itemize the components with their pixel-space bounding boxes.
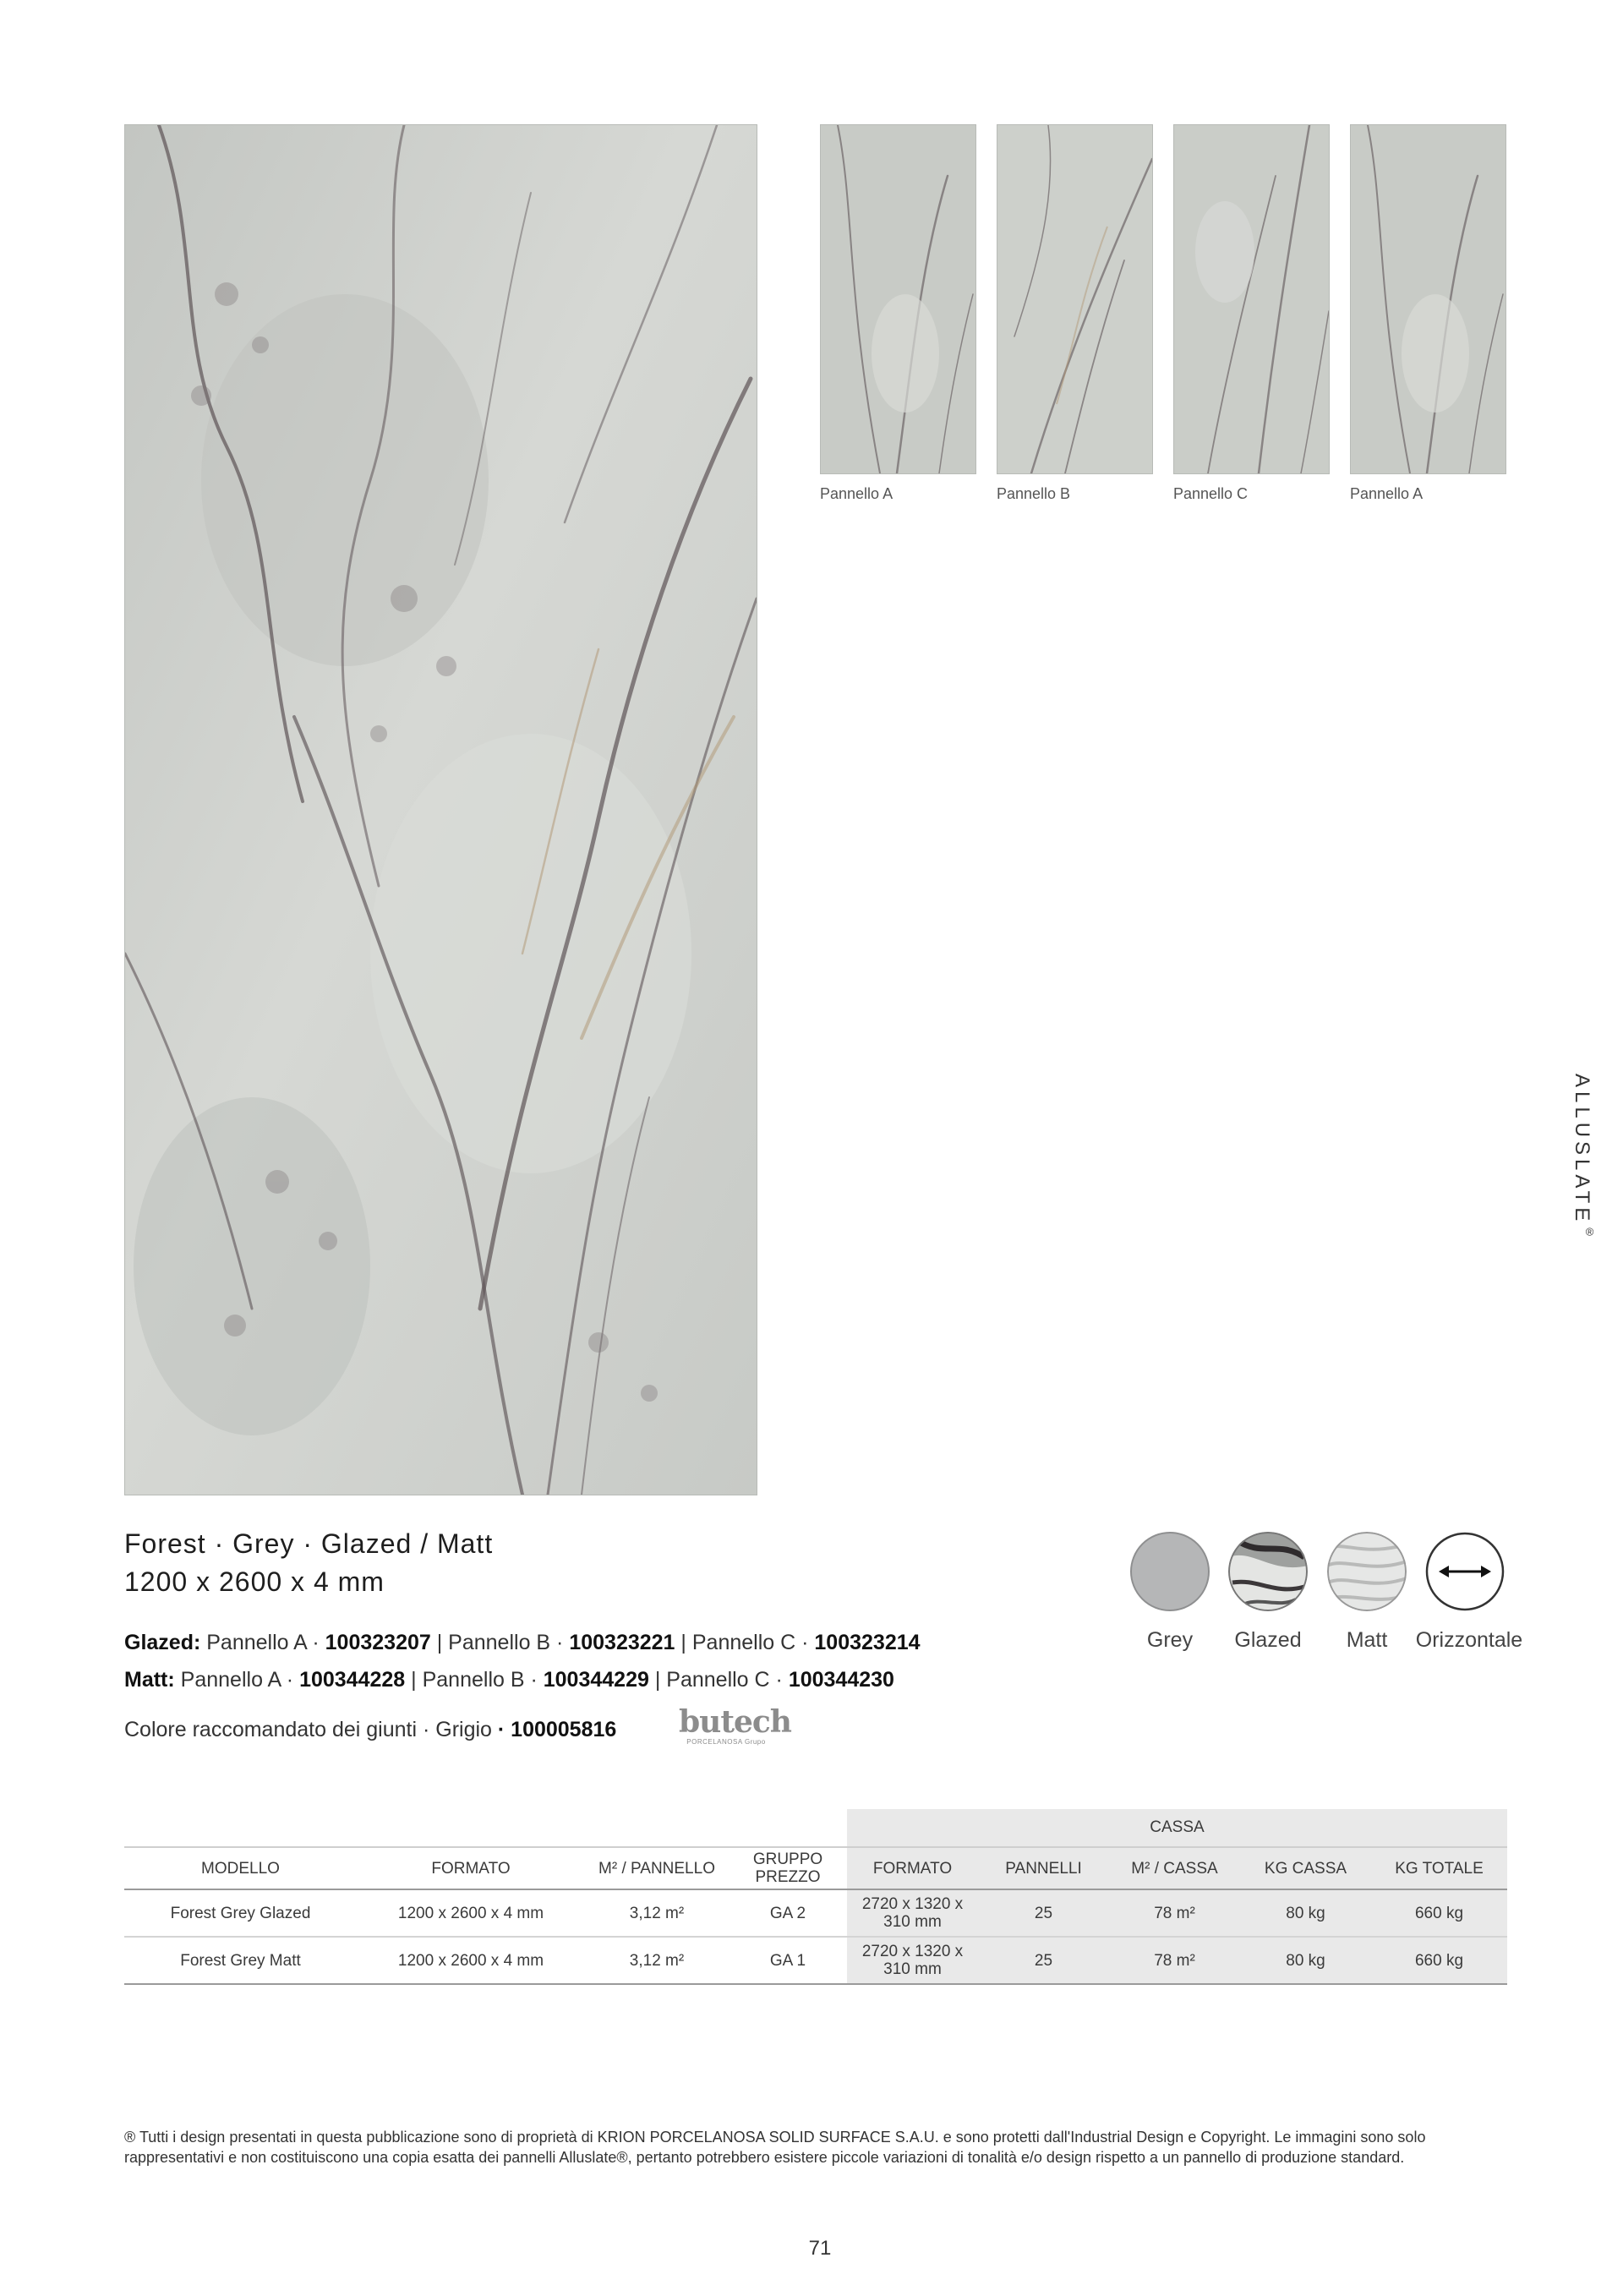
table-header-row	[124, 1847, 1507, 1889]
table-cell: 3,12 m²	[585, 1937, 729, 1984]
panel-a-label: Pannello A ·	[206, 1631, 320, 1654]
table-empty-header	[124, 1809, 847, 1847]
panel-c-label: | Pannello C ·	[680, 1631, 809, 1654]
panel-c-code: 100344230	[788, 1668, 894, 1692]
panel-b-label: | Pannello B ·	[436, 1631, 564, 1654]
panel-thumbnail-4	[1350, 124, 1506, 474]
spec-table	[124, 1809, 1507, 1985]
panel-thumbnail-3	[1173, 124, 1330, 474]
column-header: M² / CASSA	[1109, 1847, 1240, 1889]
table-row	[124, 1937, 1507, 1984]
grey-swatch-icon	[1130, 1532, 1210, 1611]
marble-texture	[125, 125, 757, 1495]
table-cell: 1200 x 2600 x 4 mm	[357, 1889, 585, 1937]
panel-a-code: 100344228	[299, 1668, 406, 1692]
column-header: FORMATO	[847, 1847, 978, 1889]
table-group-header-row	[124, 1809, 1507, 1847]
table-cell: Forest Grey Glazed	[124, 1889, 357, 1937]
panel-b-code: 100344229	[543, 1668, 649, 1692]
marble-texture	[821, 125, 975, 473]
panel-a-code: 100323207	[325, 1631, 431, 1654]
brand-name: ALLUSLATE	[1571, 1074, 1593, 1226]
matt-label: Matt:	[124, 1668, 175, 1692]
column-header: GRUPPO PREZZO	[729, 1847, 847, 1889]
swatch-label: Glazed	[1234, 1628, 1302, 1652]
matt-finish-icon	[1327, 1532, 1407, 1611]
panel-c-label: | Pannello C ·	[654, 1668, 783, 1692]
marble-slab-main-image	[124, 124, 757, 1495]
table-cell: 25	[978, 1889, 1109, 1937]
panel-b-label: | Pannello B ·	[411, 1668, 538, 1692]
swatch-label: Matt	[1346, 1628, 1388, 1652]
swatch-label: Orizzontale	[1415, 1628, 1523, 1652]
panel-c-code: 100323214	[814, 1631, 921, 1654]
panel-b-code: 100323221	[569, 1631, 675, 1654]
swatch-label: Grey	[1146, 1628, 1194, 1652]
thumbnail-label: Pannello B	[997, 485, 1071, 502]
joint-color-line	[124, 1718, 616, 1742]
column-header: M² / PANNELLO	[585, 1847, 729, 1889]
table-cell: 1200 x 2600 x 4 mm	[357, 1937, 585, 1984]
panel-thumbnail-1	[820, 124, 976, 474]
thumbnail-label: Pannello C	[1173, 485, 1249, 502]
product-title: Forest · Grey · Glazed / Matt	[124, 1528, 494, 1559]
table-cell: 25	[978, 1937, 1109, 1984]
glazed-finish-icon	[1228, 1532, 1308, 1611]
table-cell: 78 m²	[1109, 1937, 1240, 1984]
butech-subline: PORCELANOSA Grupo	[686, 1738, 766, 1746]
table-row	[124, 1889, 1507, 1937]
table-cell: 660 kg	[1371, 1937, 1507, 1984]
glazed-codes-line	[124, 1631, 921, 1655]
column-header: FORMATO	[357, 1847, 585, 1889]
matt-codes-line	[124, 1668, 894, 1692]
copyright-footnote: ® Tutti i design presentati in questa pubblicazione sono di proprietà di KRION PORCELANOSA SOLID SURFACE S.A.U. e sono protetti dall'Industrial Design e Copyright. Le immagini sono solo rappresentativi e non costituiscono una copia esatta dei pannelli Alluslate®, pertanto potrebbero esistere piccole variazioni di tonalità e/o design rispetto a un pannello di produzione standard.	[124, 2129, 1426, 2166]
marble-texture	[997, 125, 1152, 473]
column-header: MODELLO	[124, 1847, 357, 1889]
column-header: PANNELLI	[978, 1847, 1109, 1889]
table-cell: 3,12 m²	[585, 1889, 729, 1937]
column-header: KG CASSA	[1240, 1847, 1371, 1889]
butech-wordmark: butech	[679, 1704, 791, 1740]
registered-mark: ®	[1583, 1225, 1596, 1243]
brand-vertical-label	[1545, 1074, 1596, 1243]
table-cell: Forest Grey Matt	[124, 1937, 357, 1984]
glazed-label: Glazed:	[124, 1631, 201, 1654]
horizontal-arrows-icon	[1425, 1532, 1505, 1611]
panel-a-label: Pannello A ·	[180, 1668, 294, 1692]
column-header: KG TOTALE	[1371, 1847, 1507, 1889]
thumbnail-label: Pannello A	[820, 485, 893, 502]
table-cell: 80 kg	[1240, 1889, 1371, 1937]
table-cell: GA 1	[729, 1937, 847, 1984]
butech-logo	[679, 1704, 791, 1748]
marble-texture	[1174, 125, 1329, 473]
table-cell: 78 m²	[1109, 1889, 1240, 1937]
page-number: 71	[808, 2237, 832, 2260]
table-cell: GA 2	[729, 1889, 847, 1937]
table-cell: 80 kg	[1240, 1937, 1371, 1984]
marble-texture	[1351, 125, 1506, 473]
product-size: 1200 x 2600 x 4 mm	[124, 1566, 385, 1597]
joint-text: Colore raccomandato dei giunti · Grigio	[124, 1718, 492, 1741]
thumbnail-label: Pannello A	[1350, 485, 1424, 502]
cassa-group-header: CASSA	[847, 1809, 1507, 1847]
panel-thumbnail-2	[997, 124, 1153, 474]
table-cell: 660 kg	[1371, 1889, 1507, 1937]
table-cell: 2720 x 1320 x 310 mm	[847, 1889, 978, 1937]
joint-code: · 100005816	[497, 1718, 617, 1741]
table-cell: 2720 x 1320 x 310 mm	[847, 1937, 978, 1984]
